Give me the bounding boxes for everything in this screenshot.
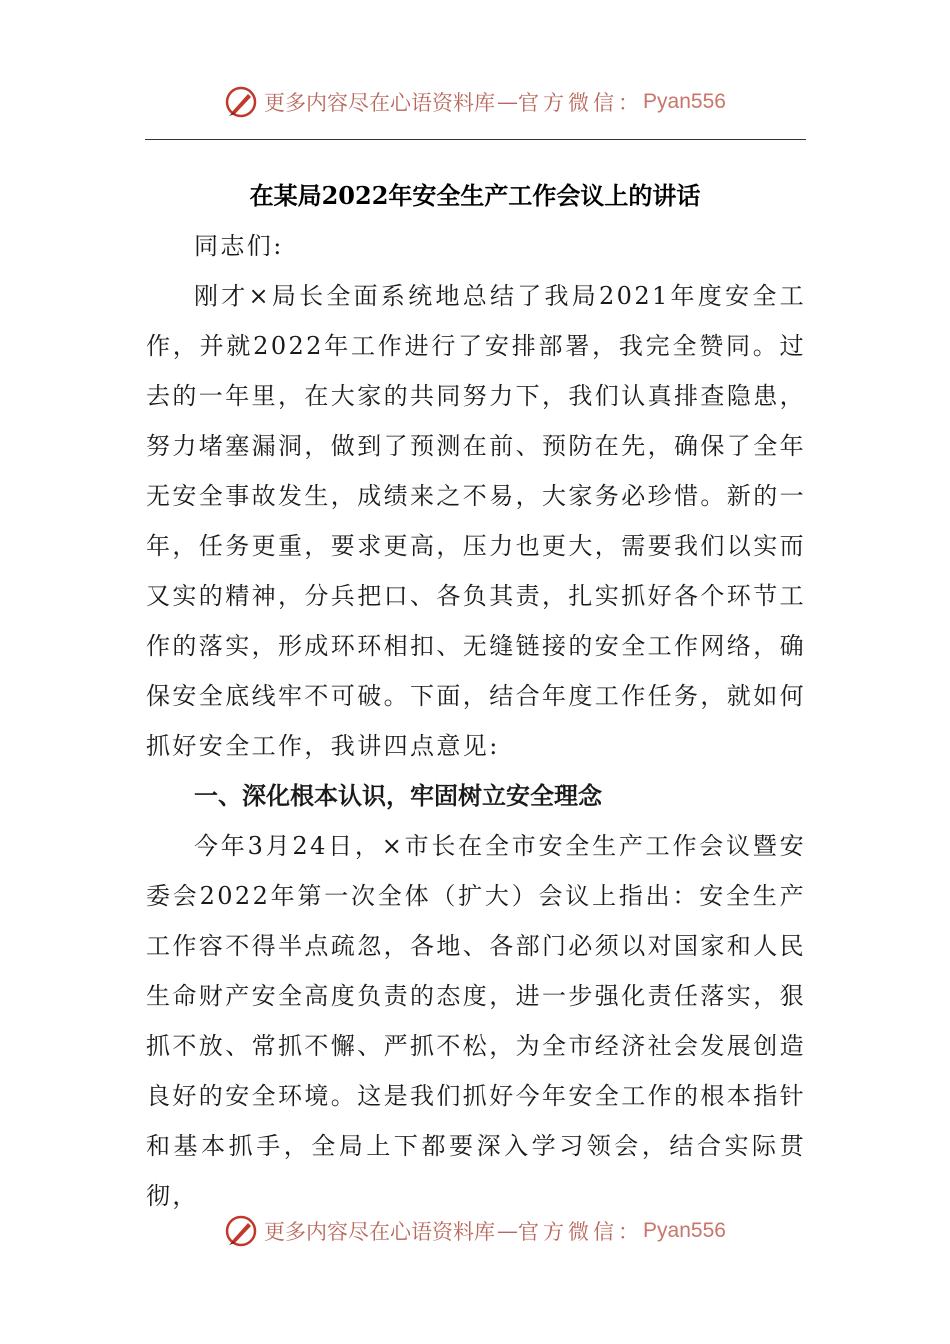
header-watermark-banner bbox=[0, 82, 950, 122]
banner-wechat-label: 官方微信： bbox=[518, 91, 644, 115]
footer-watermark-banner bbox=[0, 1211, 950, 1251]
pen-logo-icon bbox=[224, 1214, 258, 1248]
banner-separator: — bbox=[497, 90, 517, 114]
banner-brand-text: 更多内容尽在心语资料库 bbox=[264, 1220, 496, 1244]
pen-logo-icon bbox=[224, 85, 258, 119]
document-body bbox=[146, 221, 806, 1221]
intro-paragraph: 刚才×局长全面系统地总结了我局2021年度安全工作，并就2022年工作进行了安排部署，我完全赞同。过去的一年里，在大家的共同努力下，我们认真排查隐患，努力堵塞漏洞，做到了预测在前、预防在先，确保了全年无安全事故发生，成绩来之不易，大家务必珍惜。新的一年，任务更重，要求更高，压力也更大，需要我们以实而又实的精神，分兵把口、各负其责，扎实抓好各个环节工作的落实，形成环环相扣、无缝链接的安全工作网络，确保安全底线牢不可破。下面，结合年度工作任务，就如何抓好安全工作，我讲四点意见: bbox=[146, 282, 806, 760]
banner-separator: — bbox=[497, 1219, 517, 1243]
section-1-heading: 一、深化根本认识，牢固树立安全理念 bbox=[194, 782, 602, 810]
greeting: 同志们: bbox=[194, 232, 284, 260]
banner-wechat-id: Pyan556 bbox=[643, 90, 726, 113]
section-1-paragraph: 今年3月24日，×市长在全市安全生产工作会议暨安委会2022年第一次全体（扩大）会议上指出：安全生产工作容不得半点疏忽，各地、各部门必须以对国家和人民生命财产安全高度负责的态度，进一步强化责任落实，狠抓不放、常抓不懈、严抓不松，为全市经济社会发展创造良好的安全环境。这是我们抓好今年安全工作的根本指针和基本抓手，全局上下都要深入学习领会，结合实际贯彻， bbox=[146, 832, 806, 1210]
document-title: 在某局2022年安全生产工作会议上的讲话 bbox=[249, 181, 701, 210]
banner-brand-text: 更多内容尽在心语资料库 bbox=[264, 91, 496, 115]
header-divider bbox=[145, 139, 806, 140]
banner-wechat-id: Pyan556 bbox=[643, 1219, 726, 1242]
banner-wechat-label: 官方微信： bbox=[518, 1220, 644, 1244]
